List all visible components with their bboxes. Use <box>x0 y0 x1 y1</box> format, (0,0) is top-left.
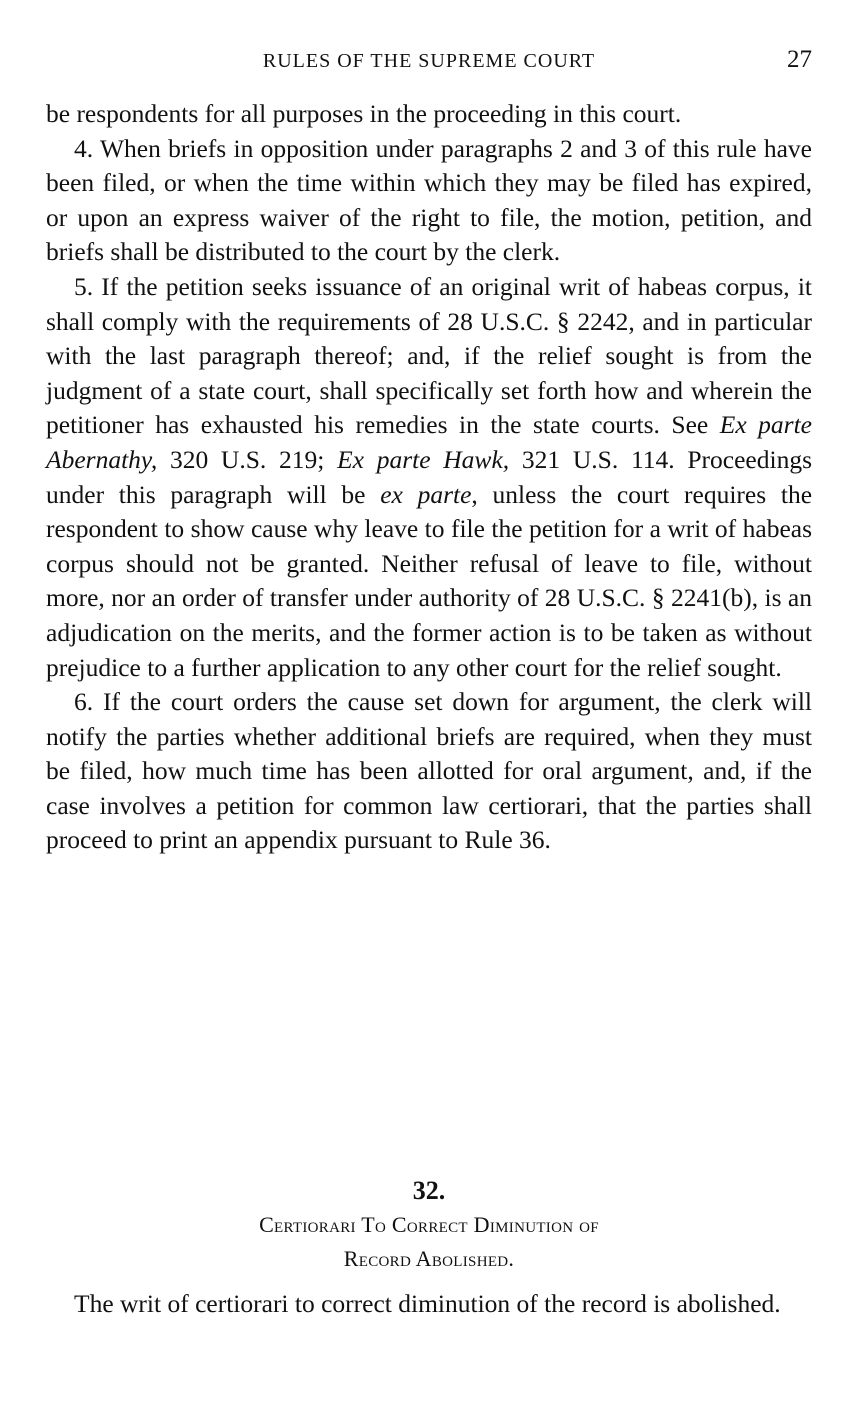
rule-32-heading <box>46 1174 812 1276</box>
page-number: 27 <box>787 46 812 73</box>
running-title: RULES OF THE SUPREME COURT <box>262 50 596 72</box>
paragraph-5-text-2: 320 U.S. 219; <box>157 444 338 474</box>
paragraph-6: 6. If the court orders the cause set down for argument, the clerk will notify the parties whether additional briefs are required, when they must be filed, how much time has been allotted for oral argument, and, if the case involves a petition for common law certiorari, that the parties shall proceed to print an appendix pursuant to Rule 36. <box>46 687 812 855</box>
section-title-line-2: Record Abolished. <box>343 1246 515 1271</box>
rule-32-body <box>46 1287 812 1322</box>
rule-32-text: The writ of certiorari to correct diminution of the record is abolished. <box>74 1289 781 1318</box>
continuation-paragraph: be respondents for all purposes in the proceeding in this court. <box>46 99 682 128</box>
paragraph-5-text-4: , unless the court requires the respondent to show cause why leave to file the petition for a writ of habeas corpus should not be granted. Neither refusal of leave to file, without more, nor an order of transfer under authority of 28 U.S.C. § 2241(b), is an adjudication on the merits, and the former action is to be taken as without prejudice to a further application to any other court for the relief sought. <box>46 479 813 682</box>
case-citation-abernathy: Ex parte Abernathy, <box>46 410 812 474</box>
running-head <box>46 46 812 76</box>
paragraph-5 <box>46 270 812 685</box>
paragraph-5-text-3: 321 U.S. 114. Proceedings under this paragraph will be <box>46 444 812 509</box>
latin-term-ex-parte: ex parte <box>380 479 472 509</box>
section-number: 32. <box>412 1176 446 1205</box>
case-citation-hawk: Ex parte Hawk, <box>337 444 510 474</box>
paragraph-4: 4. When briefs in opposition under paragraphs 2 and 3 of this rule have been filed, or when the time within which they may be filed has expired, or upon an express waiver of the right to file, the motion, petition, and briefs shall be distributed to the court by the clerk. <box>46 133 812 267</box>
rule-body <box>46 97 812 858</box>
paragraph-5-text-1: 5. If the petition seeks issuance of an original writ of habeas corpus, it shall comply with the requirements of 28 U.S.C. § 2242, and in particular with the last paragraph thereof; and, if the relief sought is from the judgment of a state court, shall specifically set forth how and wherein the petitioner has exhausted his remedies in the state courts. See <box>46 271 812 440</box>
section-title-line-1: Certiorari To Correct Diminution of <box>259 1212 599 1237</box>
